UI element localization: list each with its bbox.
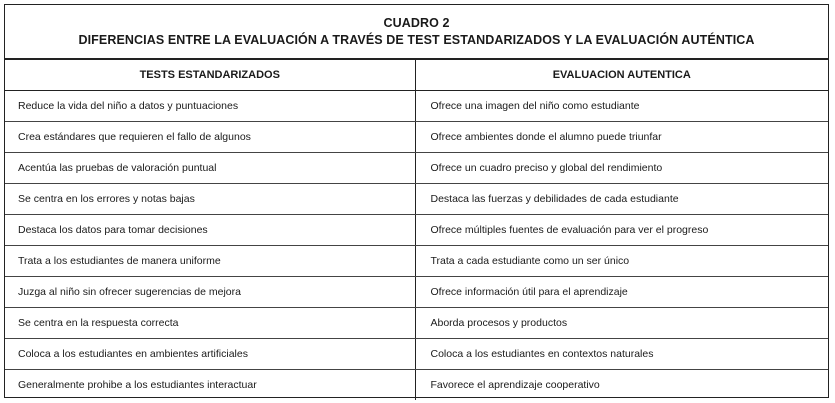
cell-standardized: Crea estándares que requieren el fallo de algunos bbox=[5, 122, 415, 153]
table-row bbox=[5, 277, 828, 308]
cell-authentic: Favorece el aprendizaje cooperativo bbox=[430, 379, 600, 391]
table-row bbox=[5, 184, 828, 215]
table-title-block bbox=[5, 5, 828, 60]
cell-standardized: Coloca a los estudiantes en ambientes artificiales bbox=[5, 339, 415, 370]
cell-standardized: Destaca los datos para tomar decisiones bbox=[5, 215, 415, 246]
comparison-table-frame bbox=[4, 4, 829, 398]
header-authentic-evaluation: EVALUACION AUTENTICA bbox=[415, 60, 828, 91]
header-standardized-tests: TESTS ESTANDARIZADOS bbox=[5, 60, 415, 91]
cell-authentic: Ofrece una imagen del niño como estudiante bbox=[415, 91, 828, 122]
cell-authentic: Ofrece múltiples fuentes de evaluación para ver el progreso bbox=[415, 215, 828, 246]
table-row bbox=[5, 215, 828, 246]
table-row bbox=[5, 91, 828, 122]
cell-standardized: Trata a los estudiantes de manera uniforme bbox=[5, 246, 415, 277]
table-row bbox=[5, 339, 828, 370]
cell-standardized: Se centra en los errores y notas bajas bbox=[5, 184, 415, 215]
table-row bbox=[5, 370, 828, 401]
cell-authentic: Ofrece un cuadro preciso y global del rendimiento bbox=[415, 153, 828, 184]
table-title-number: CUADRO 2 bbox=[383, 15, 450, 30]
comparison-table bbox=[5, 60, 828, 400]
table-row bbox=[5, 246, 828, 277]
cell-authentic: Aborda procesos y productos bbox=[415, 308, 828, 339]
cell-standardized: Reduce la vida del niño a datos y puntuaciones bbox=[5, 91, 415, 122]
table-row bbox=[5, 308, 828, 339]
table-title-caption: DIFERENCIAS ENTRE LA EVALUACIÓN A TRAVÉS DE TEST ESTANDARIZADOS Y LA EVALUACIÓN AUTÉNTICA bbox=[78, 32, 755, 47]
cell-authentic: Destaca las fuerzas y debilidades de cada estudiante bbox=[415, 184, 828, 215]
table-header-row bbox=[5, 60, 828, 91]
table-row bbox=[5, 122, 828, 153]
cell-authentic: Ofrece información útil para el aprendizaje bbox=[415, 277, 828, 308]
cell-standardized: Juzga al niño sin ofrecer sugerencias de mejora bbox=[5, 277, 415, 308]
table-row bbox=[5, 153, 828, 184]
cell-standardized: Acentúa las pruebas de valoración puntual bbox=[5, 153, 415, 184]
cell-authentic: Trata a cada estudiante como un ser único bbox=[415, 246, 828, 277]
cell-authentic: Ofrece ambientes donde el alumno puede triunfar bbox=[415, 122, 828, 153]
cell-standardized: Se centra en la respuesta correcta bbox=[5, 308, 415, 339]
cell-authentic: Coloca a los estudiantes en contextos naturales bbox=[415, 339, 828, 370]
cell-standardized: Generalmente prohibe a los estudiantes interactuar bbox=[5, 370, 415, 401]
